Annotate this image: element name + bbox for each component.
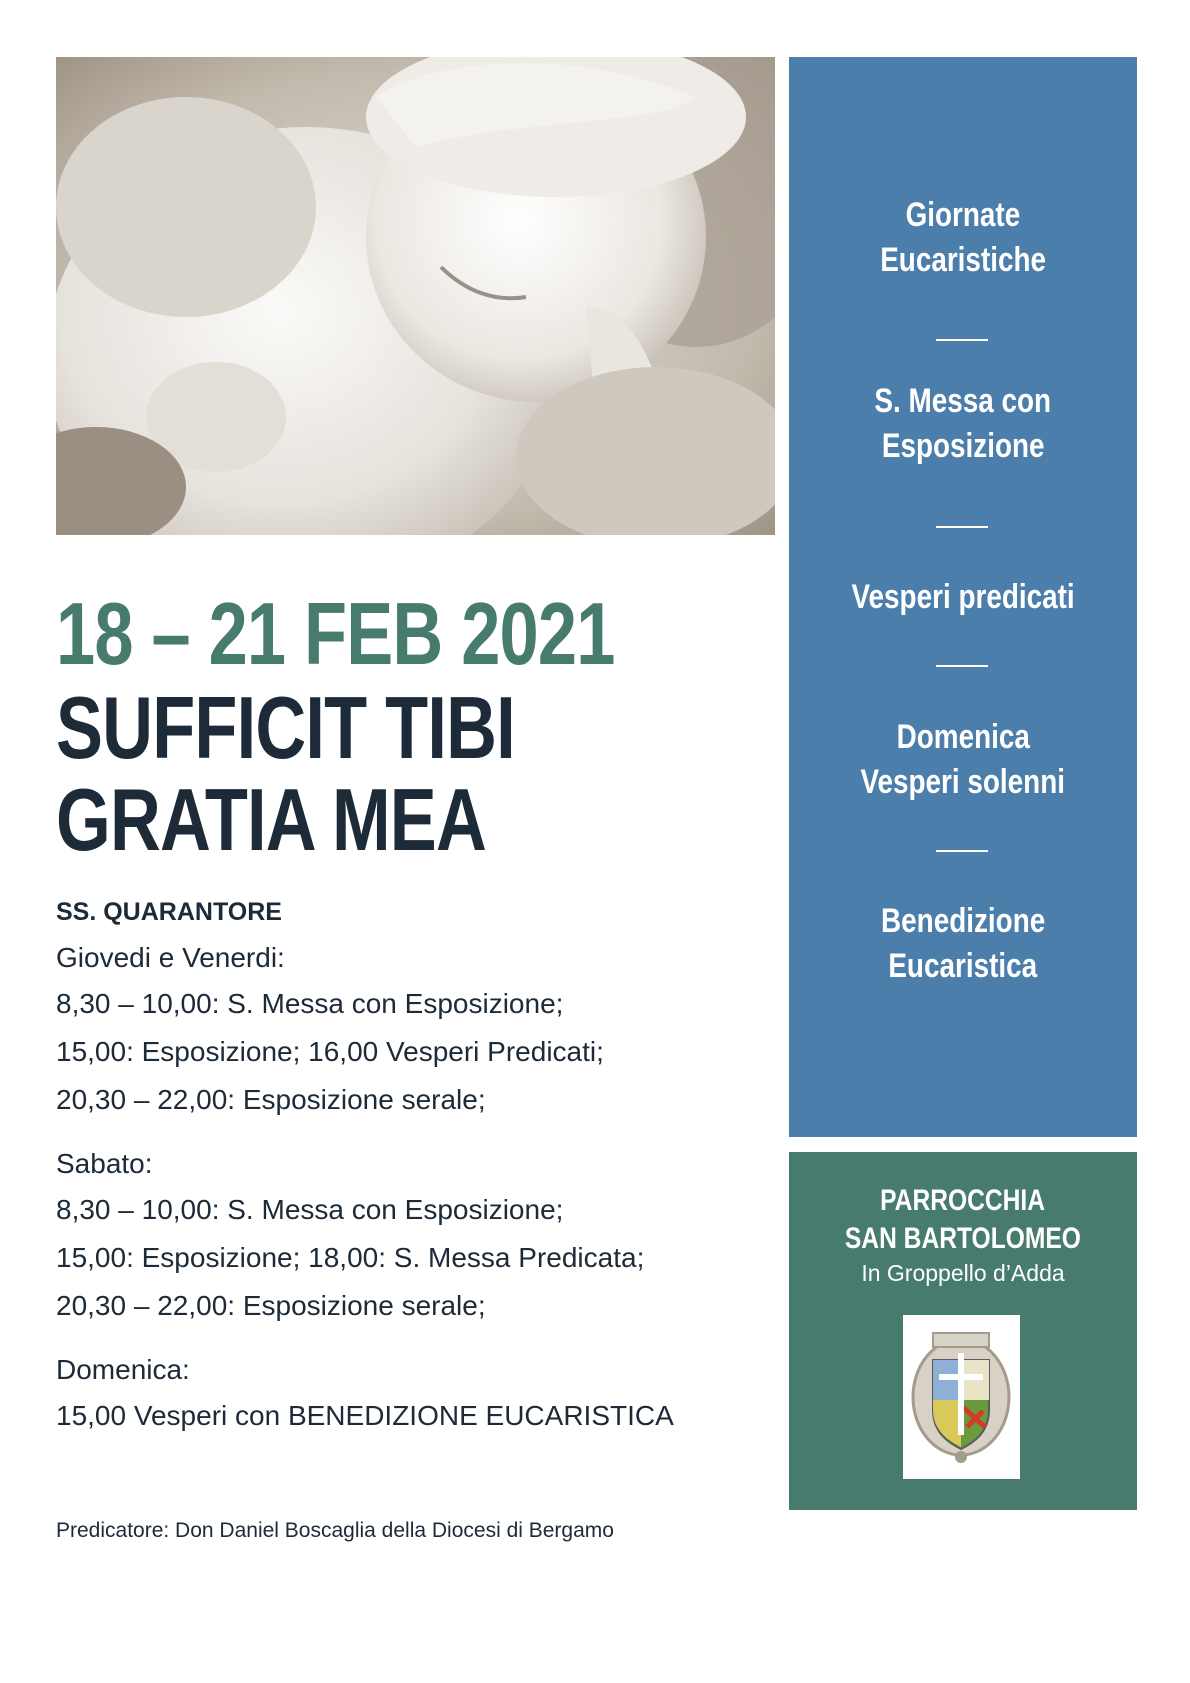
- angel-statue-photo: [56, 57, 775, 535]
- schedule-line: 15,00 Vesperi con BENEDIZIONE EUCARISTICA: [56, 1400, 674, 1431]
- schedule-saturday: [56, 1142, 776, 1330]
- schedule-line: 20,30 – 22,00: Esposizione serale;: [56, 1084, 486, 1115]
- sidebar-program: [789, 57, 1137, 1137]
- sidebar-item-line: Vesperi predicati: [851, 578, 1075, 616]
- schedule-day-heading: Sabato:: [56, 1148, 153, 1179]
- schedule-day-heading: Domenica:: [56, 1354, 190, 1385]
- sidebar-item-line: Vesperi solenni: [860, 763, 1066, 801]
- schedule: [56, 896, 776, 1458]
- parish-coat-of-arms-icon: [903, 1315, 1020, 1479]
- event-date: 18 – 21 FEB 2021: [56, 584, 615, 683]
- schedule-line: 8,30 – 10,00: S. Messa con Esposizione;: [56, 988, 564, 1019]
- parish-box: [789, 1152, 1137, 1510]
- schedule-line: 20,30 – 22,00: Esposizione serale;: [56, 1290, 486, 1321]
- sidebar-item-line: Eucaristica: [888, 947, 1038, 985]
- schedule-day-heading: Giovedi e Venerdi:: [56, 942, 285, 973]
- schedule-thursday-friday: [56, 936, 776, 1124]
- schedule-line: 15,00: Esposizione; 18,00: S. Messa Predicata;: [56, 1242, 645, 1273]
- schedule-sunday: [56, 1348, 776, 1440]
- event-title: [56, 678, 515, 869]
- sidebar-divider: [936, 850, 988, 852]
- title-line-2: GRATIA MEA: [56, 770, 487, 869]
- sidebar-item-giornate: [789, 193, 1137, 283]
- title-line-1: SUFFICIT TIBI: [56, 678, 515, 777]
- sidebar-item-line: Domenica: [896, 718, 1030, 756]
- sidebar-item-messa: [789, 379, 1137, 469]
- parish-name: [789, 1182, 1137, 1258]
- sidebar-item-line: Benedizione: [880, 902, 1046, 940]
- sidebar-item-domenica: [789, 715, 1137, 805]
- parish-name-line: PARROCCHIA: [880, 1184, 1046, 1217]
- sidebar-item-line: Esposizione: [881, 427, 1045, 465]
- sidebar-item-line: Giornate: [905, 196, 1021, 234]
- schedule-subtitle: SS. QUARANTORE: [56, 898, 282, 926]
- sidebar-divider: [936, 665, 988, 667]
- sidebar-item-line: S. Messa con: [874, 382, 1052, 420]
- sidebar-item-benedizione: [789, 899, 1137, 989]
- preacher-note: Predicatore: Don Daniel Boscaglia della Diocesi di Bergamo: [56, 1519, 614, 1542]
- sidebar-divider: [936, 526, 988, 528]
- parish-location: In Groppello d’Adda: [861, 1260, 1065, 1286]
- schedule-line: 8,30 – 10,00: S. Messa con Esposizione;: [56, 1194, 564, 1225]
- parish-name-line: SAN BARTOLOMEO: [844, 1222, 1081, 1255]
- schedule-line: 15,00: Esposizione; 16,00 Vesperi Predicati;: [56, 1036, 604, 1067]
- sidebar-divider: [936, 339, 988, 341]
- sidebar-item-line: Eucaristiche: [880, 241, 1046, 279]
- sidebar-item-vesperi: [789, 575, 1137, 620]
